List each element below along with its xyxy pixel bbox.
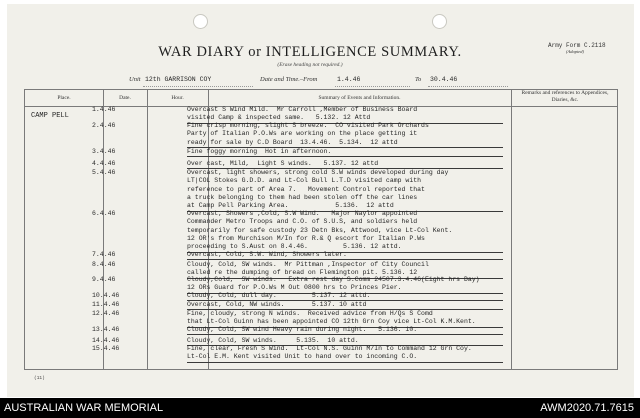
army-form-note: (Adapted) (566, 49, 584, 54)
army-form-number: Army Form C.2118 (548, 42, 606, 49)
army-form-label (548, 42, 606, 54)
entry-summary: Fine foggy morning Hot in afternoon. (187, 148, 332, 155)
entry-date: 3.4.46 (92, 148, 116, 155)
entry-date: 2.4.46 (92, 122, 116, 129)
entry-summary: Cloudy, Cold, dull day. 5.137. 12 attd. (187, 292, 371, 299)
unit-value: 12th GARRISON COY (145, 76, 212, 83)
entry-date: 10.4.46 (92, 292, 120, 299)
entry-date: 9.4.46 (92, 276, 116, 283)
page-title: WAR DIARY or INTELLIGENCE SUMMARY. (158, 44, 462, 60)
col-divider (147, 90, 148, 369)
to-underline (428, 86, 508, 87)
entry-underline (187, 334, 503, 335)
footer-institution: AUSTRALIAN WAR MEMORIAL (4, 402, 164, 414)
entry-summary: Fine crisp morning, slight S breeze. CO visited Park Orchards Party of Italian P.O.Ws are working on the place getting it ready for sale by C.D Board 13.4.46. 5.134. 12 attd (187, 122, 429, 146)
entry-summary: Over cast, Mild, Light S winds. 5.137. 12 attd (187, 160, 379, 167)
entry-summary: Cloudy, Cold, SW winds. 5.135. 10 attd. (187, 337, 359, 344)
entry-summary: Cloudy,Cold, SW winds. Extra rest day S.Comm 24507.3.4.46(Eight hrs Day) 12 ORs Guard for P.O.Ws M Out 0800 hrs to Princes Pier. (187, 276, 480, 292)
entry-summary: Overcast, Cold, S.W. Wind, Showers later. (187, 251, 347, 258)
date-to-value: 30.4.46 (430, 76, 458, 83)
from-underline (335, 86, 410, 87)
entry-summary: Cloudy, Cold, SW winds. Mr Pittman ,Inspector of City Council called re the dumping of bread on Flemington pit. 5.136. 12 (187, 261, 429, 277)
entry-summary: Cloudy, Cold, SW wind Heavy rain during night. 5.136. 10. (187, 326, 418, 333)
entry-underline (187, 156, 503, 157)
entry-date: 4.4.46 (92, 160, 116, 167)
entry-date: 14.4.46 (92, 337, 120, 344)
date-to-label: To (415, 76, 422, 83)
entry-date: 15.4.46 (92, 345, 120, 352)
entry-summary: Overcast, Cold, NW winds. 5.137. 10 attd (187, 301, 367, 308)
entry-summary: Fine, cloudy, strong N winds. Received advice from H/Qs S Comd that Lt-Col Guinn has been appointed CO 12th Grn Coy vice Lt-Col K.M.Kent. (187, 310, 476, 326)
punch-hole (193, 14, 208, 29)
date-from-value: 1.4.46 (337, 76, 361, 83)
unit-underline (143, 86, 253, 87)
entry-date: 13.4.46 (92, 326, 120, 333)
entry-date: 5.4.46 (92, 169, 116, 176)
footer-reference: AWM2020.71.7615 (540, 402, 634, 414)
col-header-date: Date. (119, 95, 131, 101)
entry-summary: Overcast, light showers, strong cold S.W winds developed during day LT|COL Stokes G.D.D. and Lt-Col Bull L.T.D visited camp with reference to part of Area 7. Movement Control reported that a truck belonging to them had been stolen off the car lines at Camp Pell Parking Area. 5.136. 12 attd (187, 169, 449, 210)
page-subtitle: (Erase heading not required.) (277, 62, 343, 68)
entry-date: 11.4.46 (92, 301, 120, 308)
col-header-remarks: Remarks and references to Appendices, Diaries, &c. (521, 90, 609, 103)
entry-underline (187, 362, 503, 363)
col-header-hour: Hour. (171, 95, 184, 101)
entry-date: 7.4.46 (92, 251, 116, 258)
entry-date: 8.4.46 (92, 261, 116, 268)
col-header-summary: Summary of Events and Information. (318, 95, 401, 101)
col-divider (511, 90, 512, 369)
entry-date: 12.4.46 (92, 310, 120, 317)
entry-date: 6.4.46 (92, 210, 116, 217)
col-header-place: Place. (57, 95, 71, 101)
punch-hole (432, 14, 447, 29)
entry-summary: Overcast, Showers ,Cold, S.W Wind. Major Naylor appointed Commander Metro Troops and C.O. of S.U.S, and soldiers held temporarily for safe custody 23 Detn Bks, Attwood, vice Lt-Col Kent. 12 OR's from Murchison M/In for R.& Q escort for Italian P.Ws proceeding to S.Aust on 8.4.46. 5.136. 12 attd. (187, 210, 453, 251)
archive-footer (0, 398, 640, 418)
entry-summary: Fine, clear, Fresh S Wind. Lt-Col N.S. Guinn M/In to Command 12 Grn Coy. Lt-Col E.M. Kent visited Unit to hand over to incoming C.O. (187, 345, 472, 361)
unit-label: Unit (129, 76, 141, 83)
entry-date: 1.4.46 (92, 106, 116, 113)
date-time-label: Date and Time.–From (260, 76, 318, 83)
place-value: CAMP PELL (31, 112, 69, 120)
entry-summary: Overcast S Wind Mild. Mr Carroll ,Member of Business Board visited Camp & inspected same. 5.132. 12 Attd (187, 106, 418, 122)
form-code: (11) (34, 376, 45, 381)
